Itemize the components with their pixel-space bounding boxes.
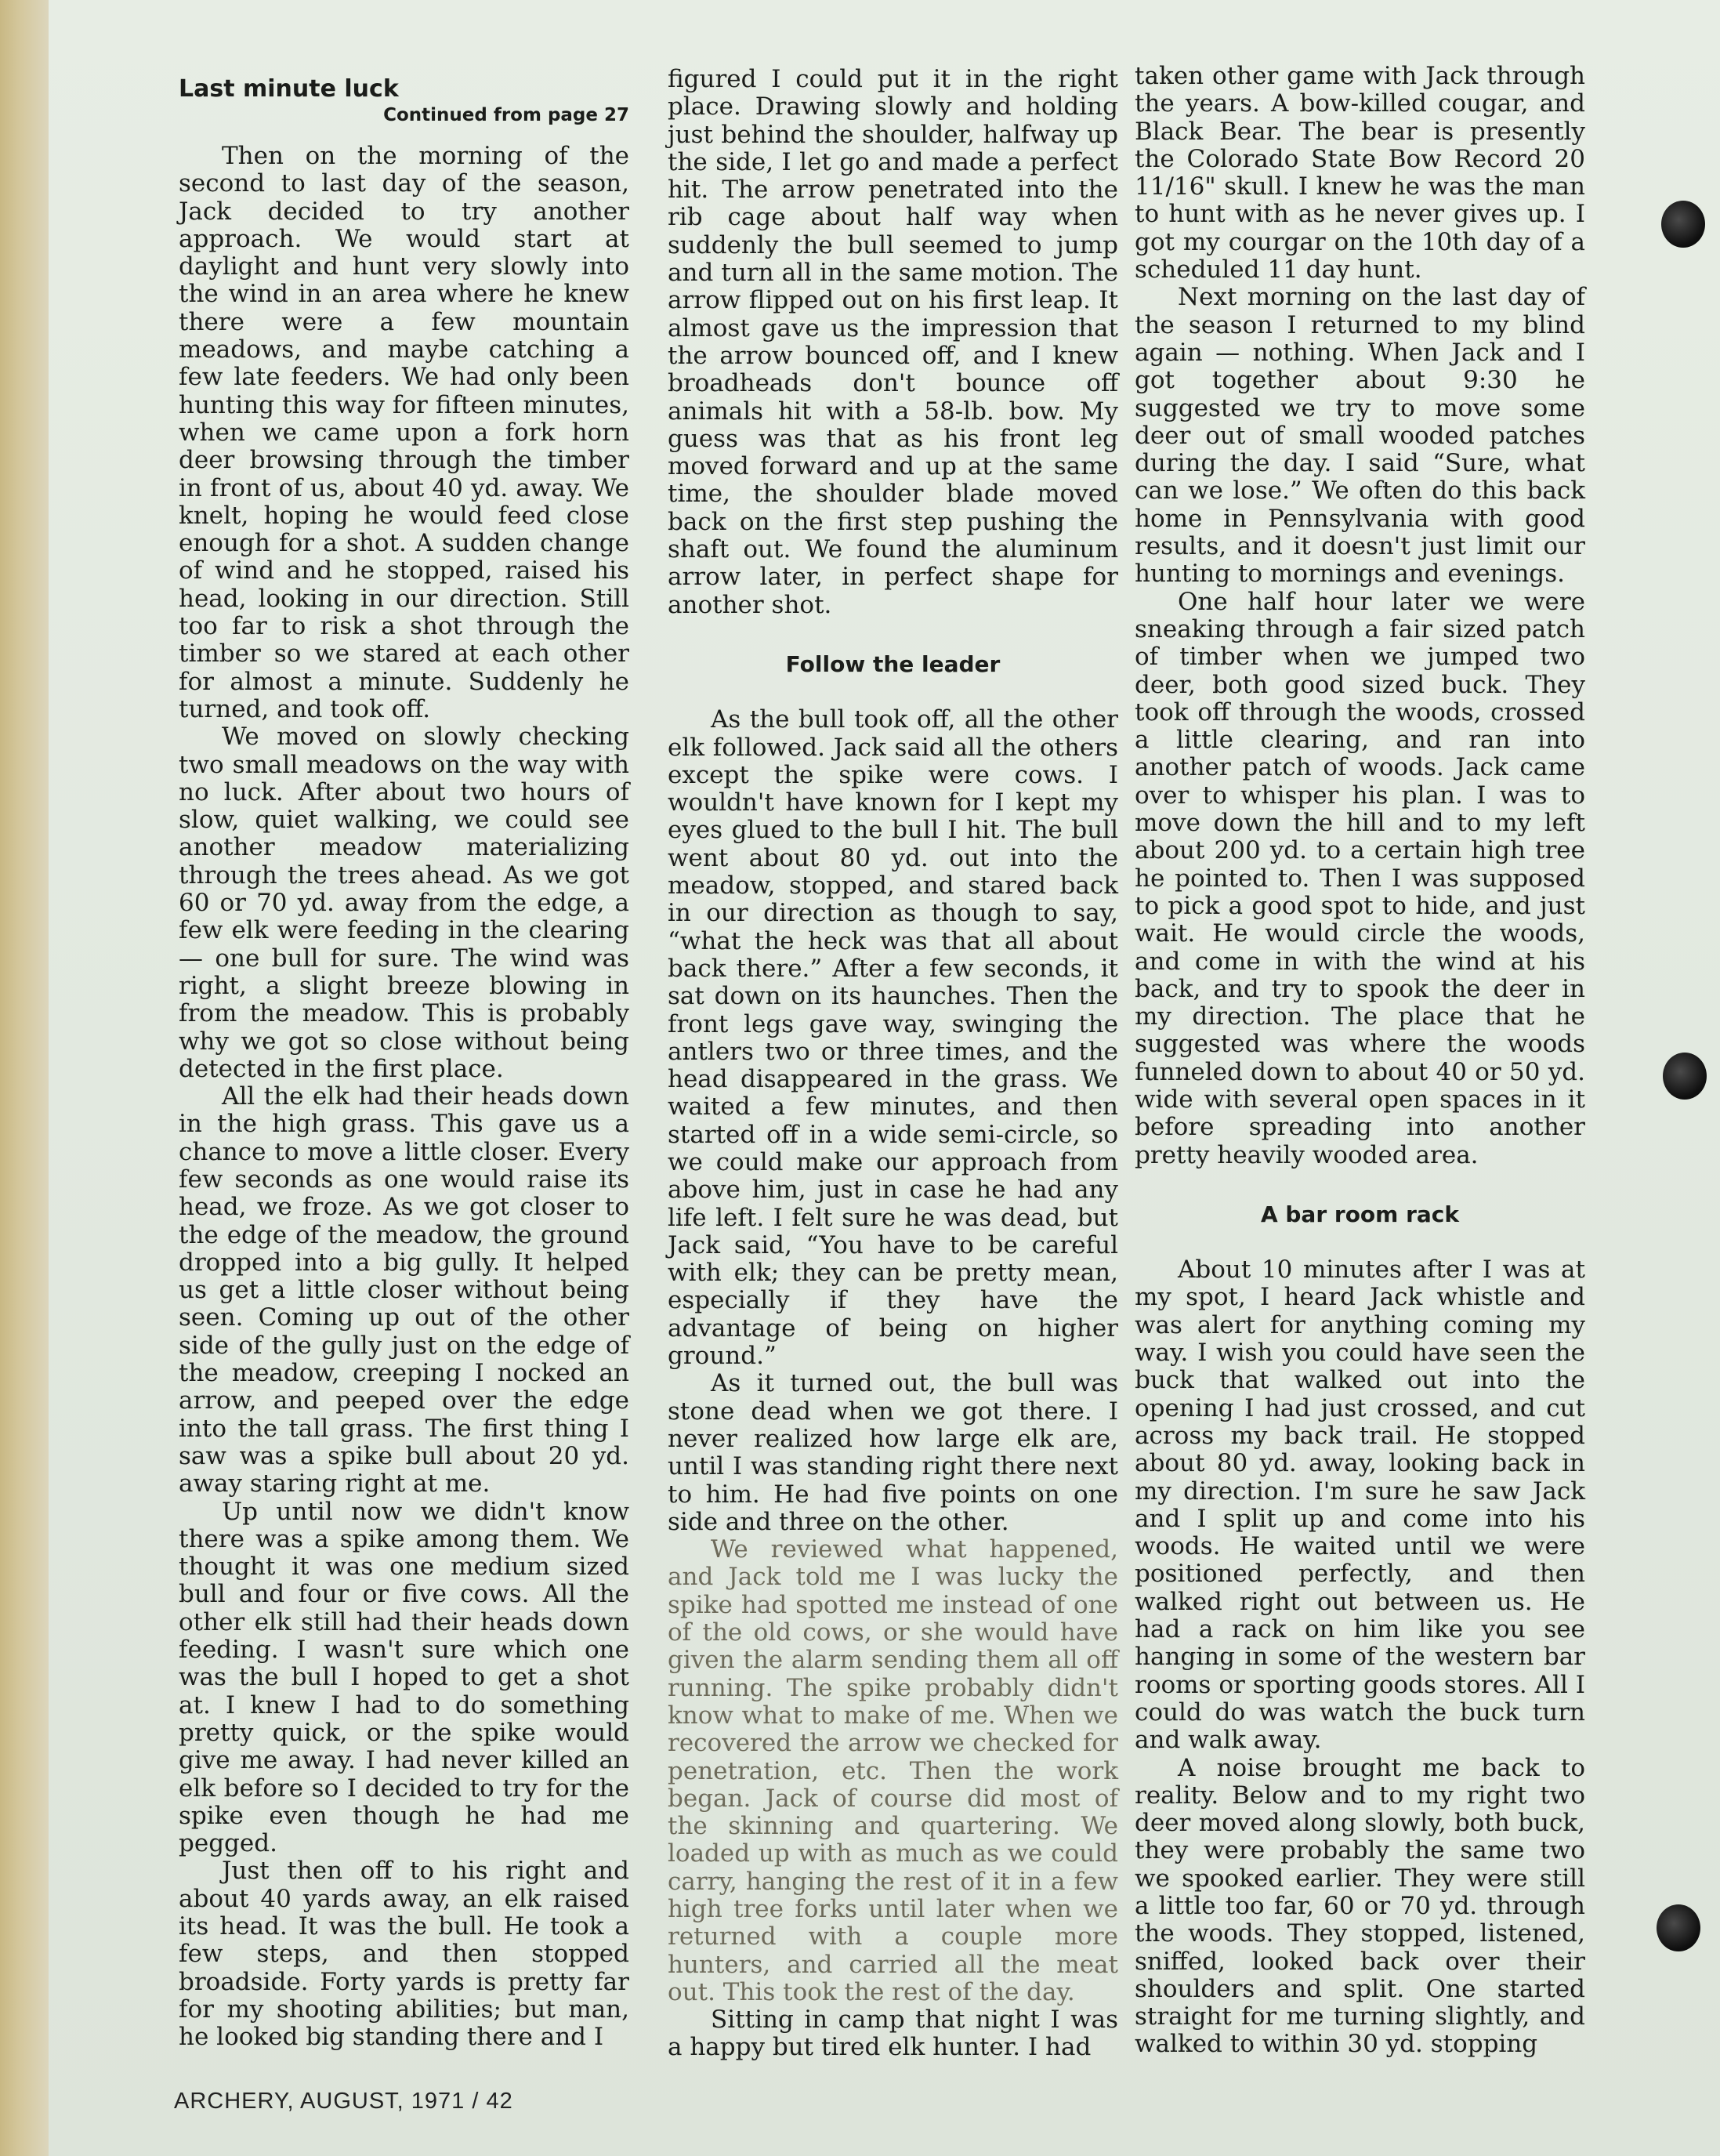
continued-note: Continued from page 27: [383, 105, 629, 125]
paragraph: Sitting in camp that night I was a happy but tired elk hunter. I had: [668, 2006, 1118, 2062]
punch-hole: [1663, 1053, 1707, 1100]
column-3: [1135, 63, 1585, 2059]
paragraph: Up until now we didn't know there was a spike among them. We thought it was one medium sized bull and four or five cows. All the other elk still had their heads down feeding. I wasn't sure which one was the bull I hoped to get a shot at. I knew I had to do something pretty quick, or the spike would give me away. I had never killed an elk before so I decided to try for the spike even though he had me pegged.: [179, 1497, 629, 1858]
section-heading: Follow the leader: [785, 650, 1001, 677]
paragraph: All the elk had their heads down in the high grass. This gave us a chance to move a little closer. Every few seconds as one would raise its head, we froze. As we got closer to the edge of the meadow, the ground dropped into a big gully. It helped us get a little closer without being seen. Coming up out of the other side of the gully just on the edge of the meadow, creeping I nocked an arrow, and peeped over the edge into the tall grass. The first thing I saw was a spike bull about 20 yd. away staring right at me.: [179, 1082, 629, 1498]
paragraph: Just then off to his right and about 40 yards away, an elk raised its head. It was the bull. He took a few steps, and then stopped broadside. Forty yards is pretty far for my shooting abilities; but man, he looked big standing there and I: [179, 1857, 629, 2052]
punch-hole: [1661, 201, 1705, 248]
paragraph: Next morning on the last day of the season I returned to my blind again — nothing. When Jack and I got together about 9:30 he suggested we try to move some deer out of small wooded patches during the day. I said “Sure, what can we lose.” We often do this back home in Pennsylvania with good results, and it doesn't just limit our hunting to mornings and evenings.: [1135, 283, 1585, 589]
paragraph: We moved on slowly checking two small meadows on the way with no luck. After about two hours of slow, quiet walking, we could see another meadow materializing through the trees ahead. As we got 60 or 70 yd. away from the edge, a few elk were feeding in the clearing — one bull for sure. The wind was right, a slight breeze blowing in from the meadow. This is probably why we got so close without being detected in the first place.: [179, 723, 629, 1083]
page-edge: [0, 0, 49, 2156]
column-2: [668, 66, 1118, 2062]
paragraph: One half hour later we were sneaking through a fair sized patch of timber when we jumped two deer, both good sized buck. They took off through the woods, crossed a little clearing, and ran into another patch of woods. Jack came over to whisper his plan. I was to move down the hill and to my left about 200 yd. to a certain high tree he pointed to. Then I was supposed to pick a good spot to hide, and just wait. He would circle the woods, and come in with the wind at his back, and try to spook the deer in my direction. The place that he suggested was where the woods funneled down to about 40 or 50 yd. wide with several open spaces in it before spreading into another pretty heavily wooded area.: [1135, 587, 1585, 1169]
paragraph: About 10 minutes after I was at my spot, I heard Jack whistle and was alert for anything coming my way. I wish you could have seen the buck that walked out into the opening I had just crossed, and cut across my back trail. He stopped about 80 yd. away, looking back in my direction. I'm sure he saw Jack and I split up and come into his woods. He waited until we were positioned perfectly, and then walked right out between us. He had a rack on him like you see hanging in some of the western bar rooms or sporting goods stores. All I could do was watch the buck turn and walk away.: [1135, 1256, 1585, 1755]
paragraph: figured I could put it in the right place. Drawing slowly and holding just behind the shoulder, halfway up the side, I let go and made a perfect hit. The arrow penetrated into the rib cage about half way when suddenly the bull seemed to jump and turn all in the same motion. The arrow flipped out on his first leap. It almost gave us the impression that the arrow bounced off, and I knew broadheads don't bounce off animals hit with a 58-lb. bow. My guess was that as his front leg moved forward and up at the same time, the shoulder blade moved back on the first step pushing the shaft out. We found the aluminum arrow later, in perfect shape for another shot.: [668, 65, 1118, 619]
paragraph: As it turned out, the bull was stone dead when we got there. I never realized how large elk are, until I was standing right there next to him. He had five points on one side and three on the other.: [668, 1369, 1118, 1536]
article-title: Last minute luck: [179, 75, 399, 103]
paragraph: Then on the morning of the second to last day of the season, Jack decided to try another approach. We would start at daylight and hunt very slowly into the wind in an area where he knew there were a few mountain meadows, and maybe catching a few late feeders. We had only been hunting this way for fifteen minutes, when we came upon a fork horn deer browsing through the timber in front of us, about 40 yd. away. We knelt, hoping he would feed close enough for a shot. A sudden change of wind and he stopped, raised his head, looking in our direction. Still too far to risk a shot through the timber so we stared at each other for almost a minute. Suddenly he turned, and took off.: [179, 142, 629, 723]
column-1: [179, 75, 629, 2051]
paragraph: We reviewed what happened, and Jack told me I was lucky the spike had spotted me instead of one of the old cows, or she would have given the alarm sending them all off running. The spike probably didn't know what to make of me. When we recovered the arrow we checked for penetration, etc. Then the work began. Jack of course did most of the skinning and quartering. We loaded up with as much as we could carry, hanging the rest of it in a few high tree forks until later when we returned with a couple more hunters, and carried all the meat out. This took the rest of the day.: [668, 1535, 1118, 2006]
section-heading: A bar room rack: [1260, 1201, 1460, 1227]
paragraph: A noise brought me back to reality. Below and to my right two deer moved along slowly, both buck, they were probably the same two we spooked earlier. They were still a little too far, 60 or 70 yd. through the woods. They stopped, listened, sniffed, looked back over their shoulders and split. One started straight for me turning slightly, and walked to within 30 yd. stopping: [1135, 1753, 1585, 2059]
paragraph: As the bull took off, all the other elk followed. Jack said all the others except the spike were cows. I wouldn't have known for I kept my eyes glued to the bull I hit. The bull went about 80 yd. out into the meadow, stopped, and stared back in our direction as though to say, “what the heck was that all about back there.” After a few seconds, it sat down on its haunches. Then the front legs gave way, swinging the antlers two or three times, and the head disappeared in the grass. We waited a few minutes, and then started off in a wide semi-circle, so we could make our approach from above him, just in case he had any life left. I felt sure he was dead, but Jack said, “You have to be careful with elk; they can be pretty mean, especially if they have the advantage of being on higher ground.”: [668, 705, 1118, 1371]
paragraph: taken other game with Jack through the years. A bow-killed cougar, and Black Bear. The bear is presently the Colorado State Bow Record 20 11/16" skull. I knew he was the man to hunt with as he never gives up. I got my courgar on the 10th day of a scheduled 11 day hunt.: [1135, 62, 1585, 284]
page-footer: ARCHERY, AUGUST, 1971 / 42: [174, 2089, 513, 2114]
punch-hole: [1657, 1904, 1700, 1951]
